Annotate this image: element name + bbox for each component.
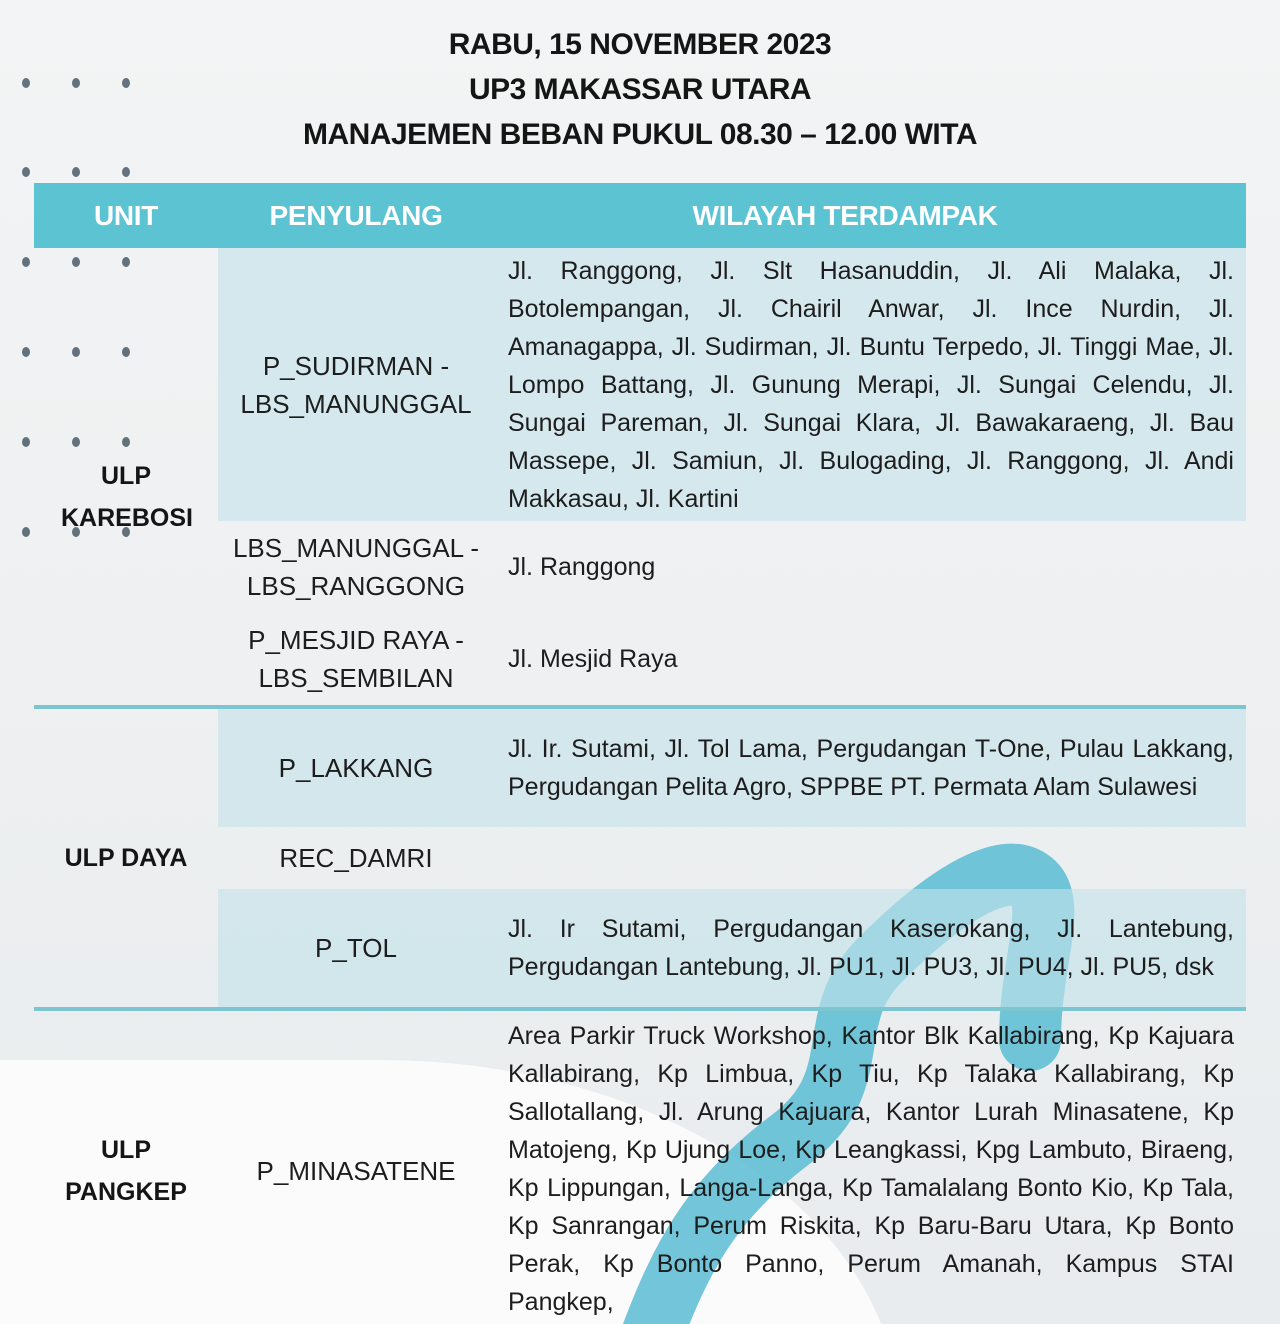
unit-cell: ULP PANGKEP <box>65 1136 187 1206</box>
unit-cell: ULP KAREBOSI <box>61 461 193 532</box>
column-header-wilayah: WILAYAH TERDAMPAK <box>692 199 998 231</box>
table-row <box>218 889 1246 1007</box>
table-row <box>218 1011 1246 1324</box>
penyulang-cell: P_TOL <box>315 933 397 963</box>
unit-group-karebosi <box>34 248 1246 705</box>
column-header-penyulang: PENYULANG <box>269 199 443 231</box>
penyulang-cell: REC_DAMRI <box>279 843 433 873</box>
wilayah-cell: Jl. Ir Sutami, Pergudangan Kaserokang, Jl. Lantebung, Pergudangan Lantebung, Jl. PU1, Jl. PU3, Jl. PU4, Jl. PU5, dsk <box>508 915 1234 981</box>
header-date: RABU, 15 NOVEMBER 2023 <box>448 28 832 61</box>
wilayah-cell: Area Parkir Truck Workshop, Kantor Blk Kallabirang, Kp Kajuara Kallabirang, Kp Limbua, Kp Tiu, Kp Talaka Kallabirang, Kp Sallotallang, Jl. Arung Kajuara, Kantor Lurah Minasatene, Kp Matojeng, Kp Ujung Loe, Kp Leangkassi, Kpg Lambuto, Biraeng, Kp Lippungan, Langa-Langa, Kp Tamalalang Bonto Kio, Kp Tala, Kp Sanrangan, Perum Riskita, Kp Baru-Baru Utara, Kp Bonto Perak, Kp Bonto Panno, Perum Amanah, Kampus STAI Pangkep, <box>508 1022 1234 1316</box>
wilayah-cell <box>494 827 1246 889</box>
wilayah-cell: Jl. Ir. Sutami, Jl. Tol Lama, Pergudangan T-One, Pulau Lakkang, Pergudangan Pelita Agro, SPPBE PT. Permata Alam Sulawesi <box>508 735 1234 801</box>
penyulang-cell: LBS_MANUNGGAL - LBS_RANGGONG <box>232 533 480 601</box>
unit-group-pangkep <box>34 1007 1246 1324</box>
wilayah-cell: Jl. Mesjid Raya <box>508 645 678 673</box>
penyulang-cell: P_MESJID RAYA - LBS_SEMBILAN <box>248 625 464 693</box>
penyulang-cell: P_SUDIRMAN - LBS_MANUNGGAL <box>240 350 472 419</box>
penyulang-cell: P_LAKKANG <box>278 753 434 783</box>
page-header <box>0 22 1280 157</box>
penyulang-cell: P_MINASATENE <box>256 1156 456 1186</box>
table-row <box>218 521 1246 613</box>
unit-group-daya <box>34 705 1246 1007</box>
decorative-dots <box>22 167 130 177</box>
table-row <box>218 827 1246 889</box>
column-header-unit: UNIT <box>93 199 159 231</box>
table-header <box>34 183 1246 248</box>
wilayah-cell: Jl. Ranggong, Jl. Slt Hasanuddin, Jl. Ali Malaka, Jl. Botolempangan, Jl. Chairil Anwar, Jl. Ince Nurdin, Jl. Amanagappa, Jl. Sudirman, Jl. Buntu Terpedo, Jl. Tinggi Mae, Jl. Lompo Battang, Jl. Gunung Merapi, Jl. Sungai Celendu, Jl. Sungai Pareman, Jl. Sungai Klara, Jl. Bawakaraeng, Jl. Bau Massepe, Jl. Samiun, Jl. Bulogading, Jl. Ranggong, Jl. Andi Makkasau, Jl. Kartini <box>508 256 1234 513</box>
table-row <box>218 613 1246 705</box>
header-schedule: MANAJEMEN BEBAN PUKUL 08.30 – 12.00 WITA <box>302 118 978 151</box>
table-row <box>218 709 1246 827</box>
table-row <box>218 248 1246 521</box>
header-unit: UP3 MAKASSAR UTARA <box>468 73 812 106</box>
wilayah-cell: Jl. Ranggong <box>508 553 656 581</box>
outage-table <box>34 183 1246 1324</box>
unit-cell: ULP DAYA <box>64 844 188 872</box>
